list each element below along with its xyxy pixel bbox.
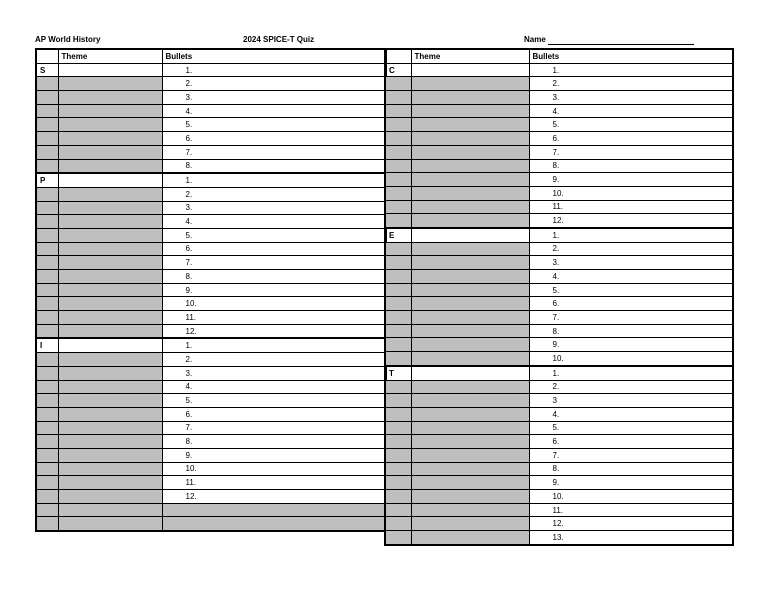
bullet-cell[interactable]: 2. — [162, 187, 386, 201]
bullet-cell[interactable]: 9. — [529, 476, 733, 490]
theme-cell[interactable] — [411, 104, 529, 118]
quiz-row — [36, 270, 386, 284]
quiz-row — [385, 366, 733, 380]
quiz-row — [385, 380, 733, 394]
letter-cell — [36, 324, 58, 338]
quiz-row — [385, 283, 733, 297]
quiz-row — [36, 394, 386, 408]
quiz-row — [385, 145, 733, 159]
theme-cell[interactable] — [58, 256, 162, 270]
letter-cell — [36, 256, 58, 270]
letter-cell — [36, 448, 58, 462]
bullet-cell[interactable]: 8. — [529, 324, 733, 338]
quiz-row — [36, 242, 386, 256]
theme-cell[interactable] — [411, 91, 529, 105]
bullet-cell[interactable] — [162, 503, 386, 517]
theme-header: Theme — [411, 49, 529, 63]
course-title: AP World History — [35, 35, 101, 44]
quiz-row — [36, 173, 386, 187]
letter-cell — [385, 214, 411, 228]
letter-cell — [36, 201, 58, 215]
theme-cell[interactable] — [411, 242, 529, 256]
bullet-cell[interactable]: 6. — [529, 435, 733, 449]
quiz-row — [385, 297, 733, 311]
quiz-row — [36, 63, 386, 77]
quiz-row — [36, 366, 386, 380]
theme-cell[interactable] — [411, 297, 529, 311]
letter-header — [36, 49, 58, 63]
bullet-cell[interactable]: 1. — [162, 173, 386, 187]
bullet-cell[interactable]: 6. — [529, 297, 733, 311]
quiz-row — [385, 503, 733, 517]
letter-cell — [385, 421, 411, 435]
bullet-cell[interactable]: 5. — [162, 394, 386, 408]
bullet-cell[interactable]: 9. — [529, 338, 733, 352]
quiz-row — [36, 338, 386, 352]
quiz-row — [385, 476, 733, 490]
bullet-cell[interactable]: 5. — [162, 118, 386, 132]
theme-cell[interactable] — [411, 531, 529, 545]
theme-cell[interactable] — [411, 283, 529, 297]
theme-cell[interactable] — [411, 352, 529, 366]
bullet-cell[interactable]: 3. — [162, 366, 386, 380]
quiz-row — [385, 242, 733, 256]
bullet-cell[interactable]: 6. — [162, 242, 386, 256]
letter-cell — [385, 490, 411, 504]
letter-cell — [36, 228, 58, 242]
theme-cell[interactable] — [58, 476, 162, 490]
letter-cell — [36, 490, 58, 504]
bullet-cell[interactable]: 5. — [529, 118, 733, 132]
quiz-row — [385, 200, 733, 214]
bullet-cell[interactable]: 3. — [529, 256, 733, 270]
quiz-row — [385, 531, 733, 545]
quiz-row — [36, 448, 386, 462]
quiz-row — [36, 297, 386, 311]
theme-cell[interactable] — [58, 407, 162, 421]
letter-cell — [36, 503, 58, 517]
bullet-cell[interactable]: 6. — [162, 132, 386, 146]
left-header-row — [36, 49, 386, 63]
letter-cell — [385, 476, 411, 490]
bullet-cell[interactable]: 10. — [529, 186, 733, 200]
letter-cell — [36, 104, 58, 118]
quiz-row — [36, 132, 386, 146]
theme-cell[interactable] — [58, 283, 162, 297]
bullet-cell[interactable]: 10. — [529, 352, 733, 366]
theme-cell[interactable] — [411, 338, 529, 352]
bullet-cell[interactable]: 9. — [162, 283, 386, 297]
bullet-cell[interactable]: 4. — [162, 104, 386, 118]
bullet-cell[interactable]: 4. — [162, 215, 386, 229]
bullet-cell[interactable]: 7. — [162, 421, 386, 435]
theme-cell[interactable] — [58, 63, 162, 77]
letter-cell — [36, 215, 58, 229]
theme-cell[interactable] — [58, 503, 162, 517]
bullet-cell[interactable]: 13. — [529, 531, 733, 545]
bullet-cell[interactable]: 5. — [529, 421, 733, 435]
section-letter: C — [385, 63, 411, 77]
theme-cell[interactable] — [411, 132, 529, 146]
letter-cell — [36, 91, 58, 105]
letter-cell — [385, 311, 411, 325]
letter-cell — [385, 145, 411, 159]
quiz-row — [385, 63, 733, 77]
letter-cell — [385, 435, 411, 449]
theme-cell[interactable] — [411, 159, 529, 173]
theme-cell[interactable] — [58, 448, 162, 462]
theme-cell[interactable] — [411, 462, 529, 476]
bullet-cell[interactable]: 2. — [529, 380, 733, 394]
bullet-cell[interactable]: 4. — [529, 104, 733, 118]
quiz-row — [36, 517, 386, 531]
letter-cell — [36, 145, 58, 159]
theme-cell[interactable] — [411, 517, 529, 531]
bullet-cell[interactable]: 2. — [162, 77, 386, 91]
theme-cell[interactable] — [411, 118, 529, 132]
letter-cell — [36, 366, 58, 380]
theme-cell[interactable] — [411, 145, 529, 159]
theme-cell[interactable] — [58, 201, 162, 215]
theme-cell[interactable] — [58, 324, 162, 338]
bullet-cell[interactable]: 8. — [162, 159, 386, 173]
theme-cell[interactable] — [411, 256, 529, 270]
bullet-cell[interactable]: 1. — [162, 63, 386, 77]
letter-cell — [36, 270, 58, 284]
bullet-cell[interactable]: 4. — [529, 407, 733, 421]
theme-cell[interactable] — [58, 118, 162, 132]
bullet-cell[interactable]: 6. — [162, 407, 386, 421]
theme-cell[interactable] — [58, 228, 162, 242]
theme-cell[interactable] — [58, 187, 162, 201]
letter-cell — [385, 242, 411, 256]
quiz-row — [36, 503, 386, 517]
bullet-cell[interactable]: 3. — [162, 91, 386, 105]
bullet-cell[interactable]: 7. — [162, 256, 386, 270]
letter-cell — [36, 380, 58, 394]
quiz-row — [36, 201, 386, 215]
bullet-cell[interactable]: 4. — [162, 380, 386, 394]
quiz-row — [385, 421, 733, 435]
letter-cell — [36, 283, 58, 297]
theme-cell[interactable] — [411, 503, 529, 517]
theme-cell[interactable] — [411, 448, 529, 462]
letter-cell — [36, 187, 58, 201]
bullet-cell[interactable]: 1. — [529, 228, 733, 242]
quiz-row — [385, 214, 733, 228]
quiz-row — [36, 476, 386, 490]
letter-cell — [36, 77, 58, 91]
quiz-title: 2024 SPICE-T Quiz — [243, 35, 315, 44]
quiz-row — [385, 448, 733, 462]
quiz-row — [385, 324, 733, 338]
letter-cell — [385, 380, 411, 394]
quiz-row — [385, 311, 733, 325]
bullet-cell[interactable]: 3. — [162, 201, 386, 215]
letter-cell — [385, 118, 411, 132]
bullet-cell[interactable]: 7. — [162, 145, 386, 159]
letter-cell — [385, 200, 411, 214]
theme-cell[interactable] — [411, 228, 529, 242]
quiz-row — [36, 407, 386, 421]
section-letter: I — [36, 338, 58, 352]
bullet-cell[interactable]: 3. — [529, 91, 733, 105]
quiz-row — [385, 104, 733, 118]
letter-cell — [385, 394, 411, 408]
bullet-cell[interactable]: 6. — [529, 132, 733, 146]
quiz-row — [385, 228, 733, 242]
bullet-cell[interactable]: 11. — [529, 503, 733, 517]
theme-cell[interactable] — [58, 338, 162, 352]
bullet-cell[interactable]: 9. — [529, 173, 733, 187]
bullet-cell[interactable] — [162, 517, 386, 531]
quiz-row — [385, 517, 733, 531]
theme-cell[interactable] — [58, 91, 162, 105]
theme-cell[interactable] — [58, 173, 162, 187]
bullet-cell[interactable]: 12. — [162, 324, 386, 338]
letter-cell — [36, 517, 58, 531]
letter-cell — [36, 407, 58, 421]
bullet-cell[interactable]: 1. — [529, 366, 733, 380]
theme-cell[interactable] — [411, 366, 529, 380]
theme-cell[interactable] — [411, 200, 529, 214]
bullet-cell[interactable]: 10. — [162, 462, 386, 476]
name-field[interactable] — [524, 35, 694, 45]
quiz-row — [36, 187, 386, 201]
bullets-header: Bullets — [162, 49, 386, 63]
theme-cell[interactable] — [58, 421, 162, 435]
bullet-cell[interactable]: 8. — [162, 435, 386, 449]
theme-cell[interactable] — [58, 462, 162, 476]
letter-cell — [385, 283, 411, 297]
theme-cell[interactable] — [58, 77, 162, 91]
bullet-cell[interactable]: 2. — [529, 77, 733, 91]
letter-cell — [36, 311, 58, 325]
quiz-row — [36, 283, 386, 297]
theme-cell[interactable] — [58, 353, 162, 367]
quiz-row — [385, 186, 733, 200]
quiz-row — [385, 407, 733, 421]
bullet-cell[interactable]: 7. — [529, 311, 733, 325]
quiz-row — [385, 270, 733, 284]
section-letter: S — [36, 63, 58, 77]
theme-cell[interactable] — [411, 435, 529, 449]
quiz-row — [385, 132, 733, 146]
letter-cell — [385, 186, 411, 200]
theme-cell[interactable] — [58, 104, 162, 118]
theme-cell[interactable] — [58, 380, 162, 394]
quiz-row — [36, 228, 386, 242]
bullet-cell[interactable]: 7. — [529, 448, 733, 462]
right-header-row — [385, 49, 733, 63]
quiz-row — [36, 324, 386, 338]
bullets-header: Bullets — [529, 49, 733, 63]
theme-cell[interactable] — [58, 435, 162, 449]
letter-cell — [36, 297, 58, 311]
letter-cell — [385, 256, 411, 270]
theme-cell[interactable] — [58, 159, 162, 173]
letter-cell — [385, 173, 411, 187]
theme-cell[interactable] — [58, 215, 162, 229]
quiz-row — [36, 256, 386, 270]
bullet-cell[interactable]: 2. — [529, 242, 733, 256]
theme-cell[interactable] — [58, 145, 162, 159]
letter-cell — [385, 77, 411, 91]
theme-cell[interactable] — [58, 270, 162, 284]
quiz-row — [385, 256, 733, 270]
quiz-row — [36, 490, 386, 504]
letter-cell — [385, 503, 411, 517]
bullet-cell[interactable]: 2. — [162, 353, 386, 367]
theme-cell[interactable] — [411, 490, 529, 504]
bullet-cell[interactable]: 11. — [162, 476, 386, 490]
theme-header: Theme — [58, 49, 162, 63]
quiz-row — [385, 435, 733, 449]
bullet-cell[interactable]: 10. — [162, 297, 386, 311]
theme-cell[interactable] — [411, 394, 529, 408]
bullet-cell[interactable]: 1. — [162, 338, 386, 352]
quiz-row — [385, 118, 733, 132]
quiz-row — [36, 215, 386, 229]
quiz-row — [36, 77, 386, 91]
section-letter: P — [36, 173, 58, 187]
letter-cell — [36, 421, 58, 435]
quiz-row — [385, 352, 733, 366]
bullet-cell[interactable]: 5. — [162, 228, 386, 242]
quiz-row — [36, 421, 386, 435]
bullet-cell[interactable]: 5. — [529, 283, 733, 297]
name-blank-line[interactable] — [548, 36, 694, 45]
theme-cell[interactable] — [411, 324, 529, 338]
bullet-cell[interactable]: 9. — [162, 448, 386, 462]
theme-cell[interactable] — [411, 173, 529, 187]
letter-cell — [385, 324, 411, 338]
letter-cell — [36, 353, 58, 367]
quiz-row — [385, 394, 733, 408]
bullet-cell[interactable]: 10. — [529, 490, 733, 504]
letter-cell — [385, 132, 411, 146]
theme-cell[interactable] — [411, 407, 529, 421]
letter-cell — [36, 462, 58, 476]
quiz-row — [385, 338, 733, 352]
theme-cell[interactable] — [411, 311, 529, 325]
letter-cell — [385, 297, 411, 311]
theme-cell[interactable] — [411, 77, 529, 91]
letter-cell — [385, 531, 411, 545]
quiz-row — [385, 77, 733, 91]
letter-cell — [385, 462, 411, 476]
bullet-cell[interactable]: 4. — [529, 270, 733, 284]
quiz-row — [385, 91, 733, 105]
quiz-row — [36, 462, 386, 476]
left-quiz-table — [35, 48, 387, 532]
letter-cell — [36, 159, 58, 173]
right-quiz-table — [384, 48, 734, 546]
quiz-row — [36, 435, 386, 449]
quiz-row — [36, 159, 386, 173]
bullet-cell[interactable]: 8. — [529, 462, 733, 476]
letter-cell — [385, 104, 411, 118]
bullet-cell[interactable]: 8. — [162, 270, 386, 284]
letter-cell — [385, 448, 411, 462]
letter-cell — [36, 132, 58, 146]
section-letter: E — [385, 228, 411, 242]
letter-cell — [385, 407, 411, 421]
bullet-cell[interactable]: 12. — [529, 214, 733, 228]
letter-cell — [36, 435, 58, 449]
quiz-row — [36, 118, 386, 132]
quiz-row — [36, 104, 386, 118]
section-letter: T — [385, 366, 411, 380]
letter-cell — [385, 338, 411, 352]
theme-cell[interactable] — [58, 394, 162, 408]
theme-cell[interactable] — [58, 311, 162, 325]
theme-cell[interactable] — [58, 490, 162, 504]
bullet-cell[interactable]: 3 — [529, 394, 733, 408]
quiz-row — [36, 380, 386, 394]
letter-cell — [36, 242, 58, 256]
quiz-row — [36, 91, 386, 105]
quiz-row — [385, 490, 733, 504]
theme-cell[interactable] — [58, 517, 162, 531]
letter-cell — [36, 476, 58, 490]
letter-cell — [385, 517, 411, 531]
bullet-cell[interactable]: 11. — [162, 311, 386, 325]
bullet-cell[interactable]: 12. — [529, 517, 733, 531]
bullet-cell[interactable]: 8. — [529, 159, 733, 173]
bullet-cell[interactable]: 7. — [529, 145, 733, 159]
letter-cell — [385, 270, 411, 284]
theme-cell[interactable] — [411, 186, 529, 200]
bullet-cell[interactable]: 11. — [529, 200, 733, 214]
quiz-row — [385, 462, 733, 476]
letter-cell — [385, 159, 411, 173]
theme-cell[interactable] — [411, 421, 529, 435]
quiz-row — [36, 311, 386, 325]
quiz-row — [385, 159, 733, 173]
letter-header — [385, 49, 411, 63]
bullet-cell[interactable]: 1. — [529, 63, 733, 77]
theme-cell[interactable] — [58, 297, 162, 311]
quiz-row — [385, 173, 733, 187]
theme-cell[interactable] — [58, 366, 162, 380]
letter-cell — [36, 118, 58, 132]
name-label: Name — [524, 35, 546, 44]
letter-cell — [385, 352, 411, 366]
theme-cell[interactable] — [411, 380, 529, 394]
letter-cell — [36, 394, 58, 408]
bullet-cell[interactable]: 12. — [162, 490, 386, 504]
theme-cell[interactable] — [411, 270, 529, 284]
theme-cell[interactable] — [411, 214, 529, 228]
quiz-row — [36, 145, 386, 159]
quiz-row — [36, 353, 386, 367]
theme-cell[interactable] — [411, 476, 529, 490]
theme-cell[interactable] — [58, 242, 162, 256]
letter-cell — [385, 91, 411, 105]
theme-cell[interactable] — [411, 63, 529, 77]
theme-cell[interactable] — [58, 132, 162, 146]
